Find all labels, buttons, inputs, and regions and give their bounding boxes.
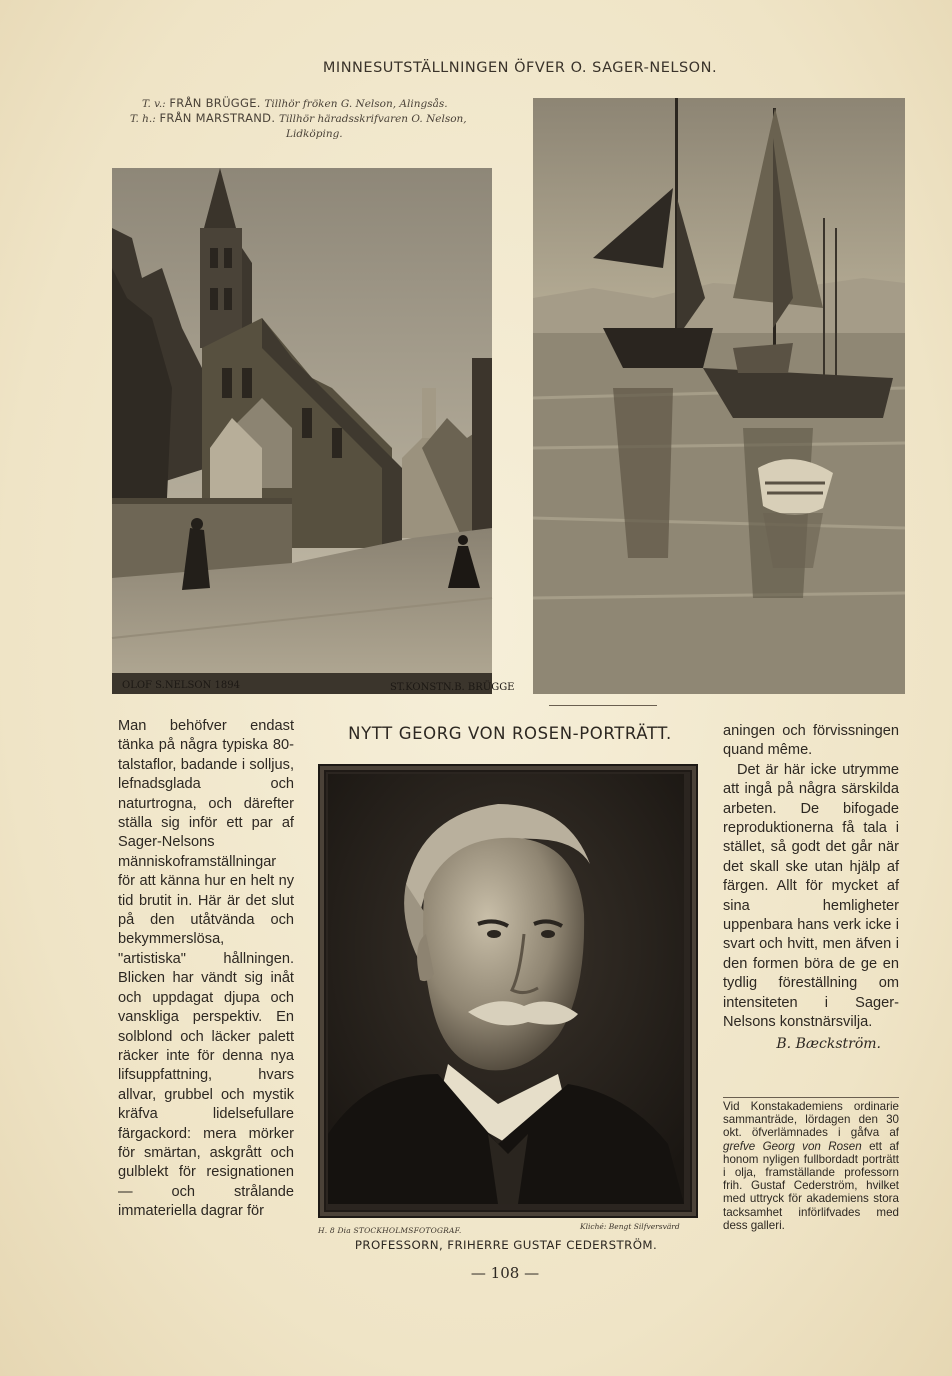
- notice-text-1: Vid Konstakademiens ordinarie sammanträde, lördagen den 30 okt. öfverlämnades i gåfva af: [723, 1100, 899, 1140]
- caption-owner-right-cont: Lidköping.: [286, 128, 343, 140]
- caption-title-left: FRÅN BRÜGGE.: [169, 96, 261, 110]
- paintings-caption: [112, 96, 502, 141]
- portrait-cederstrom: [318, 764, 698, 1218]
- author-signature: B. Bæckström.: [776, 1035, 881, 1052]
- caption-prefix-right: T. h.:: [130, 113, 156, 125]
- article-column-right: [723, 722, 899, 1054]
- caption-title-right: FRÅN MARSTRAND.: [159, 111, 276, 125]
- caption-line-left: [112, 96, 502, 111]
- cliche-credit: Kliché: Bengt Silfversvärd: [580, 1222, 680, 1231]
- caption-owner-right: Tillhör häradsskrifvaren O. Nelson,: [278, 113, 467, 125]
- painting-fran-brugge: [112, 168, 515, 694]
- article-column-left: Man behöfver endast tänka på några typiska 80-talstaflor, badande i solljus, lefnadsglada och naturtrogna, och därefter ställa sig inför ett par af Sager-Nelsons människoframställningar för att känna hur en helt ny tid brutit in. Här är det slut på den utåtvända och bekymmerslösa, "artistiska" hållningen. Blicken har vändt sig inåt och uppdagat djupa och vanskliga perspektiv. En solblond och läcker palett räcker inte för denna nya lifsuppfattning, hvars allvar, grubbel och mystik kräfva lidelsefullare färgackord: mera mörker för smärtan, askgrått och gulblekt för resignationen — och strålande immateriella dagrar för: [118, 718, 294, 1220]
- section-title: NYTT GEORG VON ROSEN-PORTRÄTT.: [348, 724, 672, 743]
- portrait-illustration: [328, 774, 684, 1204]
- brugge-illustration: [112, 168, 515, 694]
- caption-line-right: [112, 111, 502, 126]
- academy-notice: [723, 1100, 899, 1232]
- running-header: MINNESUTSTÄLLNINGEN ÖFVER O. SAGER-NELSON.: [322, 60, 718, 76]
- caption-line-continued: [112, 126, 502, 141]
- divider-rule: [549, 705, 657, 706]
- notice-text-2: ett af honom nyligen fullbordadt porträtt i olja, framställande professorn frih. Gustaf Cederström, hvilket med uttryck för akademiens stora tacksamhet införlifvades med dess galleri.: [723, 1139, 899, 1232]
- brugge-signature-left: OLOF S.NELSON 1894: [122, 680, 240, 691]
- brugge-signature-right: ST.KONSTN.B. BRÜGGE: [390, 682, 515, 693]
- marstrand-illustration: [533, 98, 905, 694]
- photographer-credit: H. 8 Dia STOCKHOLMSFOTOGRAF.: [318, 1226, 462, 1235]
- notice-donor: grefve Georg von Rosen: [723, 1139, 862, 1153]
- right-continuation: aningen och förvissningen quand même.: [723, 723, 899, 759]
- page-number: — 108 —: [470, 1264, 540, 1282]
- painting-fran-marstrand: [533, 98, 905, 694]
- caption-owner-left: Tillhör fröken G. Nelson, Alingsås.: [264, 98, 448, 110]
- caption-prefix-left: T. v.:: [142, 98, 166, 110]
- portrait-caption: PROFESSORN, FRIHERRE GUSTAF CEDERSTRÖM.: [354, 1238, 658, 1252]
- right-paragraph: Det är här icke utrymme att ingå på några särskilda arbeten. De bifogade reproduktionerna få tala i stället, så godt det går när det skall ske utan hjälp af färgen. Allt för mycket af sina hemligheter uppenbara hans verk icke i svart och hvitt, men äfven i den formen böra de ge en tydlig föreställning om intensiteten i Sager-Nelsons konstnärsvilja.: [723, 761, 899, 1031]
- notice-rule: [723, 1097, 899, 1098]
